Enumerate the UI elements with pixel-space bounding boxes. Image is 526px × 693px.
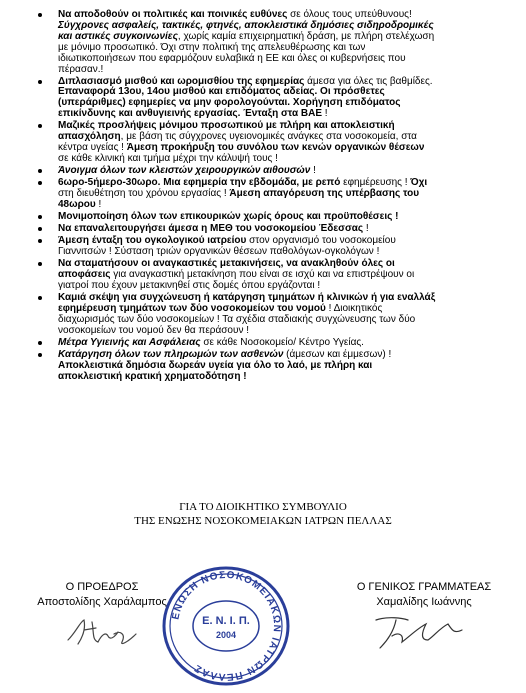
bullet-dot: [38, 239, 42, 243]
bullet-dot: [38, 13, 42, 17]
demand-line: [58, 212, 398, 223]
demand-text: για αναγκαστική μετακίνηση που είναι σε ισχύ και να επιστρέψουν οι: [110, 269, 415, 281]
demand-line: [58, 54, 406, 65]
demand-line: [58, 154, 278, 165]
demand-text: !: [363, 223, 369, 235]
demand-text: , με βάση τις σύγχρονες υγειονομικές ανάγκες στα νοσοκομεία, στα: [120, 131, 417, 143]
demand-text: !: [95, 199, 102, 211]
secretary-name: Χαμαλίδης Ιωάννης: [376, 596, 472, 608]
demand-text: εφημέρευσης !: [340, 177, 411, 189]
demand-line: [58, 200, 101, 211]
demand-line: [58, 247, 379, 258]
demand-text: πέρασαν.!: [58, 63, 104, 75]
bullet-dot: [38, 169, 42, 173]
demand-text: Επαναφορά 13ου, 14ου μισθού και επιδόματος αδείας. Οι πρόσθετες: [58, 86, 385, 98]
demand-text: !: [310, 165, 316, 177]
demand-text: ιδιωτικοποιήσεων που εφαρμόζουν ευλαβικά η ΕΕ και όλες οι κυβερνήσεις που: [58, 52, 406, 64]
demand-line: [58, 372, 247, 383]
demand-text: αποκλειστική κρατική χρηματοδότηση !: [58, 370, 247, 382]
bullet-dot: [38, 215, 42, 219]
demand-text: Σύγχρονες ασφαλείς, τακτικές, φτηνές, αποκλειστικά δημόσιες σιδηροδρομικές: [58, 19, 434, 31]
demand-line: [58, 65, 103, 76]
demand-text: σε όλους τους υπεύθυνους!: [287, 9, 412, 20]
demand-text: Μονιμοποίηση όλων των επικουρικών χωρίς όρους και προϋποθέσεις !: [58, 211, 399, 223]
demand-text: 6ωρο-5ήμερο-30ωρο. Μια εφημερία την εβδομάδα, με ρεπό: [58, 177, 341, 189]
board-heading-line2: ΤΗΣ ΕΝΩΣΗΣ ΝΟΣΟΚΟΜΕΙΑΚΩΝ ΙΑΤΡΩΝ ΠΕΛΛΑΣ: [134, 515, 392, 527]
demand-text: Άνοιγμα όλων των κλειστών χειρουργικών αιθουσών: [58, 165, 311, 177]
demand-text: (άμεσων και έμμεσων) !: [283, 349, 392, 361]
demand-line: [58, 326, 249, 337]
president-title: Ο ΠΡΟΕΔΡΟΣ: [65, 581, 139, 593]
demand-text: Άμεση προκήρυξη του συνόλου των κενών οργανικών θέσεων: [126, 142, 425, 154]
demand-text: επικίνδυνης και ανθυγιεινής εργασίας. Ένταξη στα ΒΑΕ: [58, 108, 323, 120]
demand-text: εφημέρευση τμημάτων των δύο νοσοκομείων του νομού: [58, 303, 326, 315]
demand-text: ! Διοικητικός: [325, 303, 383, 315]
demand-text: κέντρα υγείας !: [58, 142, 127, 154]
bullet-dot: [38, 353, 42, 357]
bullet-dot: [38, 124, 42, 128]
demand-text: και αστικές συγκοινωνίες: [58, 30, 178, 42]
bullet-dot: [38, 181, 42, 185]
secretary-title: Ο ΓΕΝΙΚΟΣ ΓΡΑΜΜΑΤΕΑΣ: [356, 581, 492, 593]
bullet-dot: [38, 227, 42, 231]
bullet-dot: [38, 296, 42, 300]
union-seal: [157, 563, 295, 689]
demand-text: Να αποδοθούν οι πολιτικές και ποινικές ευθύνες: [58, 9, 288, 20]
demand-text: με μόνιμο προσωπικό. Όχι στην πολιτική της απελευθέρωσης και των: [58, 41, 366, 53]
demand-text: γιατροί που έχουν μετακινηθεί στις δομές όπου εργάζονται !: [58, 280, 321, 292]
demand-text: Μέτρα Υγιεινής και Ασφάλειας: [58, 337, 201, 349]
seal-year: 2004: [215, 630, 237, 640]
demand-text: Αποκλειστικά δημόσια δωρεάν υγεία για όλο το λαό, με πλήρη και: [58, 360, 373, 372]
seal-abbrev: Ε. Ν. Ι. Π.: [202, 615, 250, 627]
demand-text: Να σταματήσουν οι αναγκαστικές μετακινήσεις, να ανακληθούν όλες οι: [58, 258, 395, 270]
demand-text: Άμεση ένταξη του ογκολογικού ιατρείου: [58, 235, 247, 247]
demand-line: [58, 224, 369, 235]
president-name: Αποστολίδης Χαράλαμπος: [37, 596, 167, 608]
bullet-dot: [38, 80, 42, 84]
demand-text: στον οργανισμό του νοσοκομείου: [246, 235, 396, 247]
seal-ring-text: ΕΝΩΣΗ ΝΟΣΟΚΟΜΕΙΑΚΩΝ ΙΑΤΡΩΝ ΠΕΛΛΑΣ: [170, 569, 283, 683]
secretary-signature: [368, 610, 468, 654]
demand-text: Καμιά σκέψη για συγχώνευση ή κατάργηση τμημάτων ή κλινικών ή για εναλλάξ: [58, 292, 436, 304]
demand-text: !: [322, 108, 328, 120]
board-heading-line1: ΓΙΑ ΤΟ ΔΙΟΙΚΗΤΙΚΟ ΣΥΜΒΟΥΛΙΟ: [179, 501, 347, 513]
demand-line: [58, 281, 320, 292]
demand-text: Να επαναλειτουργήσει άμεσα η ΜΕΘ του νοσοκομείου Έδεσσας: [58, 223, 364, 235]
demand-text: απασχόληση: [58, 131, 121, 143]
demand-line: [58, 338, 364, 349]
demand-text: στη διευθέτηση του χρόνου εργασίας !: [58, 188, 230, 200]
bullet-dot: [38, 341, 42, 345]
demand-text: Μαζικές προσλήψεις μόνιμου προσωπικού με πλήρη και αποκλειστική: [58, 120, 395, 132]
demand-text: Άμεση απαγόρευση της υπέρβασης του: [229, 188, 420, 200]
demand-line: [58, 166, 316, 177]
president-signature: [62, 612, 142, 652]
demand-text: (υπεράριθμες) εφημερίες να μην φορολογούνται. Χορήγηση επιδόματος: [58, 97, 401, 109]
demand-text: σε κάθε Νοσοκομείο/ Κέντρο Υγείας.: [200, 337, 364, 349]
demand-text: διαχωρισμός των δύο νοσοκομείων ! Τα σχέδια σταδιακής συγχώνευσης των δύο: [58, 314, 416, 326]
demand-text: αποφάσεις: [58, 269, 111, 281]
demand-text: Κατάργηση όλων των πληρωμών των ασθενών: [58, 349, 284, 361]
demand-text: σε κάθε κλινική και τμήμα μέχρι την κάλυψή τους !: [58, 153, 278, 165]
demand-text: 48ωρου: [58, 199, 96, 211]
demand-text: Διπλασιασμό μισθού και ωρομισθίου της εφημερίας: [58, 75, 305, 87]
demand-line: [58, 189, 419, 200]
demand-text: Γιαννιτσών ! Σύσταση τριών οργανικών θέσεων παθολόγων-ογκολόγων !: [58, 246, 380, 258]
demand-text: Όχι: [410, 177, 428, 189]
bullet-dot: [38, 262, 42, 266]
demand-text: άμεσα για όλες τις βαθμίδες.: [304, 75, 433, 87]
demand-text: , χωρίς καμία επιχειρηματική δράση, με πλήρη στελέχωση: [177, 30, 435, 42]
demand-text: νοσοκομείων του νομού δεν θα περάσουν !: [58, 324, 250, 336]
demand-line: [58, 109, 328, 120]
